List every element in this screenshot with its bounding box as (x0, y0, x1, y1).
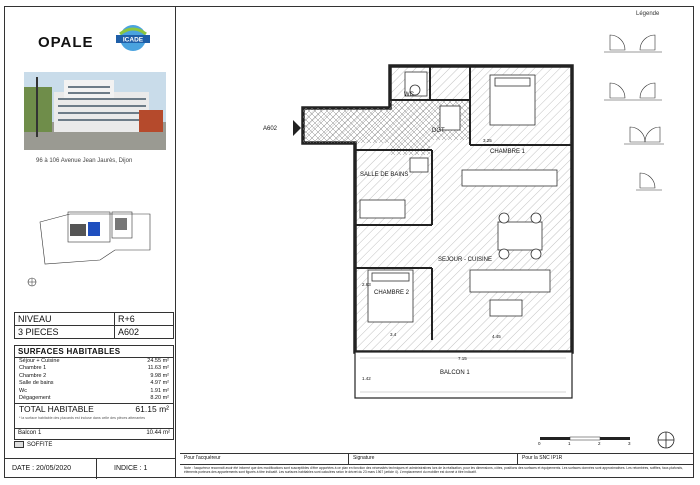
sig-snc: Pour la SNC IP1R (522, 455, 563, 461)
compass-icon (658, 432, 674, 448)
key-plan (20, 202, 160, 302)
legend-title: Légende (636, 11, 660, 17)
soffite-legend: SOFFITE (14, 441, 52, 448)
address: 96 à 106 Avenue Jean Jaurès, Dijon (36, 158, 133, 164)
pieces-label: 3 PIECES (15, 326, 115, 339)
icade-logo (110, 24, 156, 52)
sig-signature: Signature (349, 454, 518, 464)
date: DATE : 20/05/2020 (12, 465, 72, 472)
sig-acquereur: Pour l'acquéreur (180, 454, 349, 464)
surfaces-note: * la surface habitable des placards est incluse dans celle des pièces attenantes (19, 416, 146, 421)
room-label-balcon: BALCON 1 (440, 370, 470, 376)
surface-row: Dégagement 8.20 m² (19, 395, 169, 402)
surface-row: Chambre 2 9.98 m² (19, 372, 169, 379)
date-strip (4, 458, 176, 478)
dim-total-width: 7.15 (458, 356, 467, 361)
soffite-swatch (14, 441, 24, 448)
scale-tick: 3 (628, 441, 631, 446)
scale-bar (538, 437, 631, 446)
surface-row: Chambre 1 11.63 m² (19, 365, 169, 372)
lot-tag: A602 (263, 126, 278, 132)
balcon-surface: Balcon 1 10.44 m² (14, 428, 174, 439)
signature-strip (180, 453, 694, 478)
room-label-wc: WC (404, 92, 414, 98)
dim-ch2-side: 2.63 (362, 282, 371, 287)
surfaces-table (14, 345, 174, 440)
dim-ch1: 3.25 (483, 138, 492, 143)
building-photo (24, 72, 166, 150)
indice: INDICE : 1 (114, 465, 148, 472)
surface-row: Salle de bains 4.97 m² (19, 380, 169, 387)
lot-value: A602 (115, 326, 174, 339)
niveau-label: NIVEAU (15, 313, 115, 326)
room-label-dgt: DGT (432, 128, 445, 134)
room-label-chambre2: CHAMBRE 2 (374, 290, 410, 296)
entrance-arrow-icon (293, 120, 301, 136)
total-habitable: TOTAL HABITABLE 61.15 m² (15, 403, 173, 415)
legend-door-icons (604, 35, 664, 190)
room-label-sejour: SEJOUR - CUISINE (438, 257, 493, 263)
scale-tick: 2 (598, 441, 601, 446)
project-title: OPALE (38, 34, 94, 51)
room-label-sdb: SALLE DE BAINS (360, 172, 409, 178)
room-label-chambre1: CHAMBRE 1 (490, 149, 526, 155)
lot-info-table (14, 312, 174, 339)
legal-note: Note : l'acquéreur reconnaît avoir été informé que des modifications sont susceptibles d'être apportées à ce plan en fonction des nécessités techniques et administratives lors de la réalisation, pour les dimensions, côtes, positions des surfaces et équipements. Les surfaces données sont approximatives. Les retombées, soffites, faux-plafonds, éléments porteurs des appartements sont figurés à titre indicatif. Les surfaces habitables sont calculées selon le décret du 23 mars 1967 (article 4). L'emplacement du mobilier est donné à titre indicatif. (184, 466, 683, 475)
scale-tick: 1 (568, 441, 571, 446)
surface-row: Wc 1.91 m² (19, 387, 169, 394)
dim-sejour-bottom: 4.45 (492, 334, 501, 339)
logo-text: ICADE (122, 36, 144, 44)
scale-tick: 0 (538, 441, 541, 446)
floor-plan (176, 6, 694, 453)
surface-row: Séjour + Cuisine 24.55 m² (19, 358, 169, 364)
dim-ch2-bottom: 3.4 (390, 332, 397, 337)
dim-balcon-side: 1.42 (362, 376, 371, 381)
niveau-value: R+6 (115, 313, 174, 326)
surfaces-title: SURFACES HABITABLES (15, 346, 173, 358)
